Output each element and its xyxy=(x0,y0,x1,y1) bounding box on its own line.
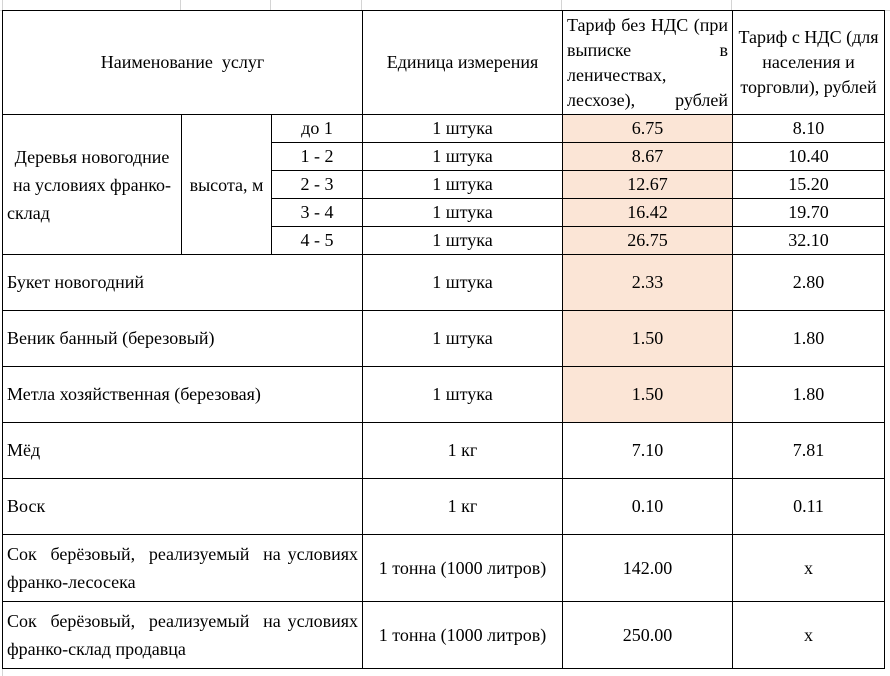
trees-rate-without-vat: 8.67 xyxy=(631,146,664,166)
trees-rate-with-vat-cell[interactable] xyxy=(733,115,885,143)
table-row xyxy=(3,255,885,311)
item-rate-with-vat-cell[interactable] xyxy=(733,311,885,367)
trees-range: 1 - 2 xyxy=(300,146,334,166)
item-unit-cell[interactable] xyxy=(363,255,563,311)
item-rate-with-vat: х xyxy=(804,624,813,645)
header-rate-with-vat-cell[interactable] xyxy=(733,11,885,115)
item-unit-cell[interactable] xyxy=(363,423,563,479)
item-name-cell[interactable] xyxy=(3,311,363,367)
item-rate-with-vat: х xyxy=(804,557,813,578)
trees-range-cell[interactable] xyxy=(272,227,363,255)
item-rate-with-vat: 0.11 xyxy=(793,496,824,516)
trees-range-cell[interactable] xyxy=(272,143,363,171)
header-rate-with-vat: Тариф с НДС (для населения и торговли), рублей xyxy=(738,27,879,97)
trees-label-cell[interactable] xyxy=(3,115,182,255)
item-name: Букет новогодний xyxy=(7,272,145,292)
trees-unit-cell[interactable] xyxy=(363,171,563,199)
item-rate-with-vat-cell[interactable] xyxy=(733,479,885,535)
item-unit: 1 кг xyxy=(447,496,478,516)
trees-rate-with-vat: 15.20 xyxy=(788,174,829,194)
item-unit: 1 штука xyxy=(432,272,493,292)
item-rate-without-vat-cell[interactable] xyxy=(563,479,733,535)
trees-height-label-cell[interactable] xyxy=(182,115,272,255)
item-unit-cell[interactable] xyxy=(363,602,563,669)
item-rate-without-vat: 0.10 xyxy=(631,496,664,516)
trees-unit: 1 штука xyxy=(432,202,493,222)
trees-rate-without-vat: 26.75 xyxy=(627,230,668,250)
trees-range: 2 - 3 xyxy=(300,174,334,194)
item-unit: 1 штука xyxy=(432,328,493,348)
trees-rate-without-vat: 12.67 xyxy=(627,174,668,194)
item-unit-cell[interactable] xyxy=(363,311,563,367)
trees-rate-with-vat-cell[interactable] xyxy=(733,199,885,227)
item-rate-without-vat: 250.00 xyxy=(622,624,673,645)
header-rate-without-vat: Тариф без НДС (при выписке в леничествах, лесхозе), рублей xyxy=(567,14,728,110)
item-unit-cell[interactable] xyxy=(363,535,563,602)
item-rate-with-vat: 2.80 xyxy=(792,272,825,292)
trees-rate-with-vat: 32.10 xyxy=(788,230,829,250)
table-row xyxy=(3,311,885,367)
trees-label: Деревья новогодние на условиях франко-склад xyxy=(7,146,172,223)
trees-rate-with-vat: 8.10 xyxy=(792,118,825,138)
trees-rate-without-vat: 6.75 xyxy=(631,118,664,138)
header-service-name: Наименование услуг xyxy=(100,52,265,72)
table-row xyxy=(3,479,885,535)
sheet-gridline-col xyxy=(561,0,562,10)
trees-range-cell[interactable] xyxy=(272,115,363,143)
trees-unit: 1 штука xyxy=(432,174,493,194)
item-name-cell[interactable] xyxy=(3,479,363,535)
tariff-table xyxy=(2,10,885,669)
item-rate-without-vat-cell[interactable] xyxy=(563,311,733,367)
trees-rate-with-vat-cell[interactable] xyxy=(733,171,885,199)
trees-rate-without-vat-cell[interactable] xyxy=(563,171,733,199)
trees-unit-cell[interactable] xyxy=(363,227,563,255)
table-row xyxy=(3,535,885,602)
item-rate-with-vat: 7.81 xyxy=(792,440,825,460)
item-name: Метла хозяйственная (березовая) xyxy=(7,384,261,404)
sheet-gridline-col xyxy=(731,0,732,10)
trees-rate-without-vat-cell[interactable] xyxy=(563,115,733,143)
item-rate-with-vat-cell[interactable] xyxy=(733,255,885,311)
sheet-gridline-col xyxy=(180,0,181,10)
item-name: Веник банный (березовый) xyxy=(7,328,215,348)
trees-rate-without-vat-cell[interactable] xyxy=(563,227,733,255)
trees-unit: 1 штука xyxy=(432,146,493,166)
item-name: Сок берёзовый, реализуемый на условиях франко-склад продавца xyxy=(7,611,367,659)
sheet-gridline-col xyxy=(270,0,271,10)
trees-rate-with-vat: 19.70 xyxy=(788,202,829,222)
table-header-row xyxy=(3,11,885,115)
table-row xyxy=(3,367,885,423)
trees-unit-cell[interactable] xyxy=(363,199,563,227)
item-rate-with-vat: 1.80 xyxy=(792,384,825,404)
item-rate-without-vat: 7.10 xyxy=(631,440,664,460)
trees-rate-with-vat-cell[interactable] xyxy=(733,143,885,171)
item-unit: 1 кг xyxy=(447,440,478,460)
item-rate-without-vat: 1.50 xyxy=(631,384,664,404)
table-row xyxy=(3,423,885,479)
trees-unit: 1 штука xyxy=(432,118,493,138)
header-unit-cell[interactable] xyxy=(363,11,563,115)
header-unit: Единица измерения xyxy=(386,52,539,72)
item-name-cell[interactable] xyxy=(3,255,363,311)
item-rate-without-vat: 1.50 xyxy=(631,328,664,348)
item-rate-without-vat-cell[interactable] xyxy=(563,255,733,311)
trees-range-cell[interactable] xyxy=(272,171,363,199)
sheet-gridline-col xyxy=(361,0,362,10)
item-rate-with-vat: 1.80 xyxy=(792,328,825,348)
item-rate-without-vat-cell[interactable] xyxy=(563,367,733,423)
trees-unit-cell[interactable] xyxy=(363,143,563,171)
item-rate-without-vat: 2.33 xyxy=(631,272,664,292)
item-rate-without-vat: 142.00 xyxy=(622,557,673,578)
item-name: Мёд xyxy=(7,440,41,460)
item-name-cell[interactable] xyxy=(3,423,363,479)
header-rate-without-vat-cell[interactable] xyxy=(563,11,733,115)
item-unit-cell[interactable] xyxy=(363,367,563,423)
trees-rate-with-vat-cell[interactable] xyxy=(733,227,885,255)
item-rate-without-vat-cell[interactable] xyxy=(563,423,733,479)
trees-unit: 1 штука xyxy=(432,230,493,250)
trees-rate-without-vat: 16.42 xyxy=(627,202,668,222)
item-unit: 1 тонна (1000 литров) xyxy=(378,625,547,645)
trees-unit-cell[interactable] xyxy=(363,115,563,143)
item-name-cell[interactable] xyxy=(3,535,367,602)
table-row-trees-1 xyxy=(3,115,885,143)
trees-rate-with-vat: 10.40 xyxy=(788,146,829,166)
item-unit: 1 штука xyxy=(432,384,493,404)
item-rate-with-vat-cell[interactable] xyxy=(733,423,885,479)
table-row xyxy=(3,602,885,669)
trees-height-label: высота, м xyxy=(189,174,264,195)
item-rate-with-vat-cell[interactable] xyxy=(733,602,885,669)
item-name: Воск xyxy=(7,496,46,516)
trees-rate-without-vat-cell[interactable] xyxy=(563,199,733,227)
item-rate-without-vat-cell[interactable] xyxy=(563,535,733,602)
item-rate-with-vat-cell[interactable] xyxy=(733,535,885,602)
item-name: Сок берёзовый, реализуемый на условиях франко-лесосека xyxy=(7,544,367,592)
trees-range: 3 - 4 xyxy=(300,202,334,222)
item-unit: 1 тонна (1000 литров) xyxy=(378,558,547,578)
item-name-cell[interactable] xyxy=(3,367,363,423)
header-service-name-cell[interactable] xyxy=(3,11,363,115)
item-name-cell[interactable] xyxy=(3,602,367,669)
item-rate-with-vat-cell[interactable] xyxy=(733,367,885,423)
trees-range: до 1 xyxy=(301,118,333,138)
trees-rate-without-vat-cell[interactable] xyxy=(563,143,733,171)
trees-range-cell[interactable] xyxy=(272,199,363,227)
item-rate-without-vat-cell[interactable] xyxy=(563,602,733,669)
trees-range: 4 - 5 xyxy=(300,230,334,250)
item-unit-cell[interactable] xyxy=(363,479,563,535)
